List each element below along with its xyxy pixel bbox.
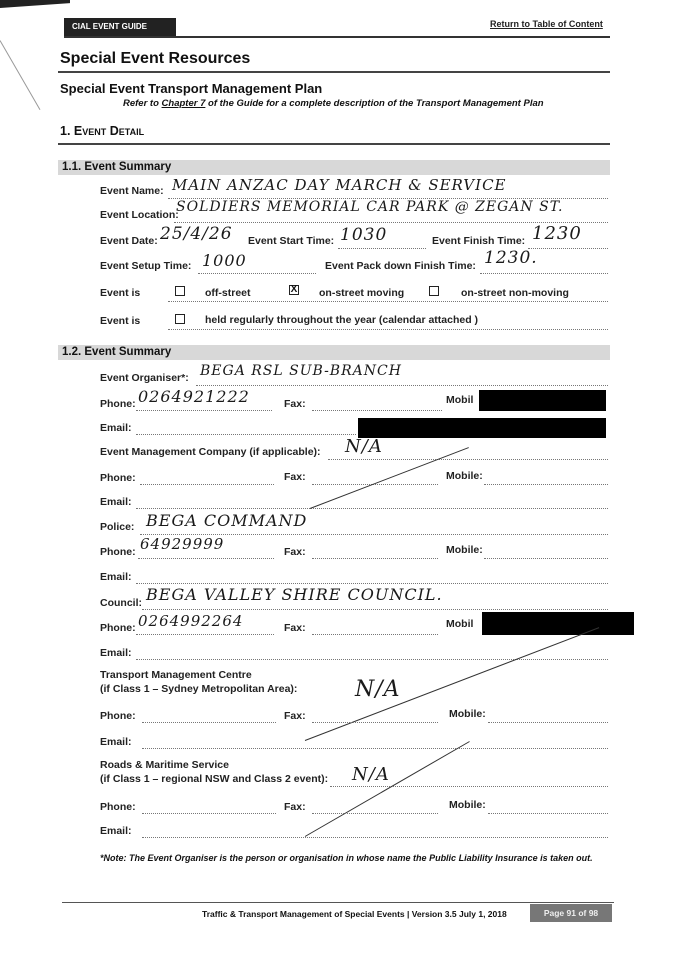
emc-email-label: Email: — [100, 496, 132, 508]
section-1-1-heading: 1.1. Event Summary — [62, 161, 172, 173]
event-finish-line — [528, 248, 608, 249]
scan-edge-line — [0, 40, 40, 110]
council-fax-label: Fax: — [284, 622, 306, 634]
council-mobile-redacted — [482, 612, 634, 635]
held-regularly-checkbox[interactable] — [175, 314, 185, 324]
council-email-line — [136, 659, 608, 660]
section-1-2-heading: 1.2. Event Summary — [62, 346, 172, 358]
footer-rule — [62, 902, 614, 903]
event-start-line — [338, 248, 426, 249]
police-phone-value: 64929999 — [140, 535, 225, 553]
organiser-mobile-label: Mobil — [446, 394, 474, 406]
emc-value: N/A — [345, 436, 383, 457]
rms-mobile-label: Mobile: — [449, 799, 486, 811]
rms-mobile-line — [488, 813, 608, 814]
tmc-label-1: Transport Management Centre — [100, 669, 252, 681]
event-start-value: 1030 — [340, 225, 388, 245]
tmc-fax-line — [312, 722, 438, 723]
police-mobile-line — [484, 558, 608, 559]
chapter-7-link[interactable]: Chapter 7 — [161, 98, 206, 109]
organiser-value: BEGA RSL SUB-BRANCH — [200, 363, 402, 379]
plan-refer-text — [123, 98, 544, 109]
page-title: Special Event Resources — [60, 50, 251, 67]
tmc-phone-line — [142, 722, 276, 723]
emc-phone-line — [140, 484, 274, 485]
plan-heading: Special Event Transport Management Plan — [60, 81, 323, 96]
organiser-label: Event Organiser*: — [100, 372, 189, 384]
rms-fax-line — [312, 813, 438, 814]
rms-value: N/A — [352, 764, 390, 785]
organiser-fax-label: Fax: — [284, 398, 306, 410]
tmc-mobile-line — [488, 722, 608, 723]
onstreet-nonmoving-label: on-street non-moving — [461, 287, 569, 299]
rms-email-line — [142, 837, 608, 838]
section-1-rule — [58, 143, 610, 145]
tmc-strike — [305, 627, 599, 741]
event-setup-label: Event Setup Time: — [100, 260, 192, 272]
event-location-label: Event Location: — [100, 209, 179, 221]
emc-fax-label: Fax: — [284, 471, 306, 483]
event-finish-label: Event Finish Time: — [432, 235, 526, 247]
return-to-toc-link[interactable]: Return to Table of Content — [490, 19, 603, 29]
rms-phone-line — [142, 813, 276, 814]
rms-label-2: (if Class 1 – regional NSW and Class 2 event): — [100, 773, 329, 785]
organiser-email-label: Email: — [100, 422, 132, 434]
event-start-label: Event Start Time: — [248, 235, 335, 247]
refer-post: of the Guide for a complete description of the Transport Management Plan — [205, 98, 544, 109]
tmc-fax-label: Fax: — [284, 710, 306, 722]
event-finish-value: 1230 — [532, 223, 582, 244]
council-line — [142, 609, 608, 610]
rms-strike — [305, 741, 470, 837]
rms-phone-label: Phone: — [100, 801, 136, 813]
council-label: Council: — [100, 597, 142, 609]
section-1-heading: 1. Event Detail — [60, 124, 145, 138]
police-phone-line — [138, 558, 274, 559]
organiser-mobile-redacted — [479, 390, 606, 411]
organiser-phone-label: Phone: — [100, 398, 136, 410]
onstreet-moving-label: on-street moving — [319, 287, 405, 299]
police-label: Police: — [100, 521, 135, 533]
police-value: BEGA COMMAND — [146, 511, 308, 530]
offstreet-checkbox[interactable] — [175, 286, 185, 296]
rms-line — [330, 786, 608, 787]
scan-corner — [0, 0, 70, 8]
police-email-line — [136, 583, 608, 584]
organiser-phone-line — [136, 410, 272, 411]
tmc-label-2: (if Class 1 – Sydney Metropolitan Area): — [100, 683, 298, 695]
emc-mobile-label: Mobile: — [446, 470, 483, 482]
emc-email-line — [136, 508, 608, 509]
event-date-value: 25/4/26 — [160, 224, 233, 244]
organiser-email-line-left — [136, 434, 356, 435]
event-packdown-line — [480, 273, 608, 274]
event-date-label: Event Date: — [100, 235, 158, 247]
council-phone-value: 0264992264 — [138, 612, 244, 630]
police-phone-label: Phone: — [100, 546, 136, 558]
organiser-line — [196, 385, 608, 386]
footer-text: Traffic & Transport Management of Special Events | Version 3.5 July 1, 2018 — [202, 909, 507, 919]
tmc-email-line — [142, 748, 608, 749]
event-is-label-2: Event is — [100, 315, 141, 327]
police-email-label: Email: — [100, 571, 132, 583]
event-name-label: Event Name: — [100, 185, 164, 197]
emc-mobile-line — [484, 484, 608, 485]
emc-label: Event Management Company (if applicable): — [100, 446, 321, 458]
tmc-phone-label: Phone: — [100, 710, 136, 722]
organiser-fax-line — [312, 410, 442, 411]
council-phone-label: Phone: — [100, 622, 136, 634]
tmc-mobile-label: Mobile: — [449, 708, 486, 720]
event-is-label-1: Event is — [100, 287, 141, 299]
council-mobile-label: Mobil — [446, 618, 474, 630]
rms-email-label: Email: — [100, 825, 132, 837]
police-fax-label: Fax: — [284, 546, 306, 558]
tmc-email-label: Email: — [100, 736, 132, 748]
organiser-email-redacted — [358, 418, 606, 438]
police-mobile-label: Mobile: — [446, 544, 483, 556]
rms-label-1: Roads & Maritime Service — [100, 759, 229, 771]
council-fax-line — [312, 634, 438, 635]
event-setup-value: 1000 — [202, 251, 247, 270]
public-liability-note: *Note: The Event Organiser is the person or organisation in whose name the Public Liability Insurance is taken out. — [100, 853, 593, 863]
event-is-line-2 — [168, 329, 608, 330]
emc-phone-label: Phone: — [100, 472, 136, 484]
organiser-phone-value: 0264921222 — [138, 387, 250, 406]
event-setup-line — [198, 273, 316, 274]
title-rule — [58, 71, 610, 73]
event-is-line-1 — [168, 301, 608, 302]
event-location-value: SOLDIERS MEMORIAL CAR PARK @ ZEGAN ST. — [176, 199, 564, 215]
header-rule — [64, 36, 610, 38]
page-number-badge: Page 91 of 98 — [530, 904, 612, 922]
header-tab: CIAL EVENT GUIDE — [64, 18, 176, 36]
onstreet-moving-checkbox[interactable]: X — [290, 284, 298, 295]
event-packdown-value: 1230. — [484, 248, 538, 268]
tmc-value: N/A — [355, 677, 401, 702]
emc-line — [328, 459, 608, 460]
held-regularly-label: held regularly throughout the year (calendar attached ) — [205, 314, 479, 326]
event-packdown-label: Event Pack down Finish Time: — [325, 260, 476, 272]
council-email-label: Email: — [100, 647, 132, 659]
council-phone-line — [136, 634, 274, 635]
police-fax-line — [312, 558, 438, 559]
event-name-value: MAIN ANZAC DAY MARCH & SERVICE — [172, 176, 507, 194]
offstreet-label: off-street — [205, 287, 251, 299]
rms-fax-label: Fax: — [284, 801, 306, 813]
council-value: BEGA VALLEY SHIRE COUNCIL. — [146, 585, 443, 604]
onstreet-nonmoving-checkbox[interactable] — [429, 286, 439, 296]
emc-fax-line — [312, 484, 438, 485]
refer-pre: Refer to — [123, 98, 162, 109]
